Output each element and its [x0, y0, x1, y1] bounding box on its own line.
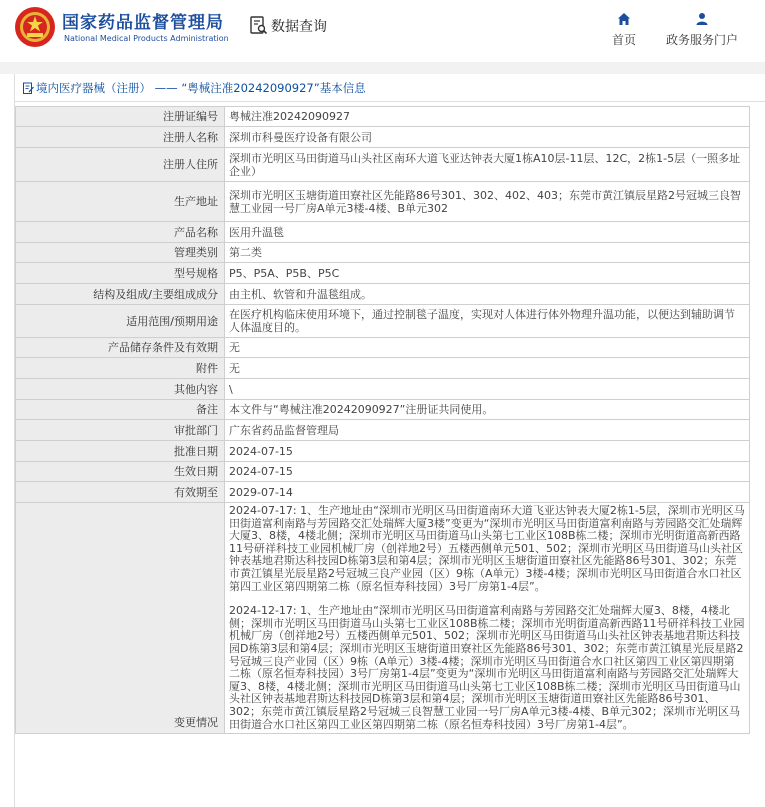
table-row [16, 148, 750, 182]
table-row [16, 379, 750, 400]
table-row [16, 503, 750, 734]
field-label: 注册人名称 [16, 127, 225, 148]
registration-detail-table [15, 106, 750, 734]
data-query-label: 数据查询 [271, 19, 327, 35]
field-label: 型号规格 [16, 263, 225, 284]
field-label: 有效期至 [16, 482, 225, 503]
table-row [16, 358, 750, 379]
table-row [16, 482, 750, 503]
field-value: 无 [225, 338, 750, 358]
data-query-link[interactable] [250, 16, 327, 36]
change-entry: 2024-12-17: 1、生产地址由“深圳市光明区马田街道富利南路与芳园路交汇处瑞辉大厦3、8楼，4楼北侧；深圳市光明区马田街道马山头第七工业区108B栋二楼；深圳市光明街道高新西路11号研祥科技工业园机械厂房（创祥地2号）五楼西侧单元501、502；深圳市光明区马田街道马山头社区钟表基地君斯达科技园D栋第3层和第4层；深圳市光明区玉塘街道田寮社区先能路86号301、302；东莞市黄江镇星光辰星路2号冠城三良产业园（区）9栋（A单元）3楼-4楼；深圳市光明区马田街道合水口社区第四工业区第四期第二栋（原名恒寿科技园）3号厂房第1-4层”变更为“深圳市光明区马田街道富利南路与芳园路交汇处瑞辉大厦3、8楼，4楼北侧；深圳市光明区马田街道马山头第七工业区108B栋二楼；深圳市光明区马田街道马山头社区钟表基地君斯达科技园D栋第3层和第4层；深圳市光明区玉塘街道田寮社区先能路86号301、302；东莞市黄江镇辰星路2号冠城三良智慧工业园一号厂房A单元3楼-4楼、B单元302；深圳市光明区马田街道合水口社区第四工业区第四期第二栋（原名恒寿科技园）3号厂房第1-4层”。 [229, 604, 745, 731]
field-label: 注册证编号 [16, 107, 225, 127]
field-value: 深圳市光明区玉塘街道田寮社区先能路86号301、302、402、403；东莞市黄江镇辰星路2号冠城三良智慧工业园一号厂房A单元3楼-4楼、B单元302 [225, 182, 750, 222]
field-label: 生产地址 [16, 182, 225, 222]
nav-service-portal[interactable] [666, 12, 738, 48]
edit-document-icon [23, 82, 34, 94]
table-row [16, 420, 750, 441]
user-icon [695, 12, 709, 26]
org-name-cn: 国家药品监督管理局 [62, 13, 224, 33]
nav-service-label: 政务服务门户 [666, 33, 739, 47]
table-row [16, 182, 750, 222]
field-label: 变更情况 [16, 503, 225, 734]
table-row [16, 263, 750, 284]
breadcrumb [15, 74, 765, 102]
table-row [16, 462, 750, 482]
field-label: 注册人住所 [16, 148, 225, 182]
field-value: 2024-07-15 [225, 441, 750, 462]
header-divider [0, 62, 765, 74]
field-value: 深圳市科曼医疗设备有限公司 [225, 127, 750, 148]
field-label: 结构及组成/主要组成成分 [16, 284, 225, 305]
table-row [16, 305, 750, 338]
field-label: 生效日期 [16, 462, 225, 482]
org-name-en: National Medical Products Administration [64, 34, 229, 43]
field-value: 粤械注准20242090927 [225, 107, 750, 127]
table-row [16, 243, 750, 263]
field-label: 产品名称 [16, 222, 225, 243]
nav-home-label: 首页 [612, 33, 637, 47]
field-value: P5、P5A、P5B、P5C [225, 263, 750, 284]
national-emblem-icon [14, 6, 56, 48]
field-value: 深圳市光明区马田街道马山头社区南环大道飞亚达钟表大厦1栋A10层-11层、12C，2栋1-5层（一照多址企业） [225, 148, 750, 182]
table-row [16, 107, 750, 127]
field-label: 其他内容 [16, 379, 225, 400]
field-label: 附件 [16, 358, 225, 379]
table-row [16, 441, 750, 462]
breadcrumb-record: “粤械注准20242090927”基本信息 [181, 80, 366, 95]
field-label: 审批部门 [16, 420, 225, 441]
field-label: 产品储存条件及有效期 [16, 338, 225, 358]
table-row [16, 284, 750, 305]
field-label: 管理类别 [16, 243, 225, 263]
field-label: 批准日期 [16, 441, 225, 462]
field-value: \ [225, 379, 750, 400]
home-icon [617, 12, 631, 26]
breadcrumb-separator: —— [151, 80, 182, 95]
detail-panel [14, 74, 765, 807]
table-row [16, 400, 750, 420]
field-value: 无 [225, 358, 750, 379]
nav-home[interactable] [612, 12, 636, 48]
field-value: 在医疗机构临床使用环境下，通过控制毯子温度，实现对人体进行体外物理升温功能，以便达到辅助调节人体温度目的。 [225, 305, 750, 338]
field-value: 本文件与“粤械注准20242090927”注册证共同使用。 [225, 400, 750, 420]
field-value: 广东省药品监督管理局 [225, 420, 750, 441]
field-value: 由主机、软管和升温毯组成。 [225, 284, 750, 305]
field-value: 第二类 [225, 243, 750, 263]
field-label: 备注 [16, 400, 225, 420]
field-value: 医用升温毯 [225, 222, 750, 243]
table-row [16, 338, 750, 358]
breadcrumb-category[interactable]: 境内医疗器械（注册） [36, 80, 151, 95]
document-search-icon [250, 16, 268, 36]
table-row [16, 127, 750, 148]
field-value: 2024-07-15 [225, 462, 750, 482]
field-label: 适用范围/预期用途 [16, 305, 225, 338]
site-header [0, 0, 765, 62]
field-value: 2029-07-14 [225, 482, 750, 503]
change-history [225, 503, 750, 734]
table-row [16, 222, 750, 243]
change-entry: 2024-07-17: 1、生产地址由“深圳市光明区马田街道南环大道飞亚达钟表大厦2栋1-5层，深圳市光明区马田街道富利南路与芳园路交汇处瑞辉大厦3楼”变更为“深圳市光明区马田街道富利南路与芳园路交汇处瑞辉大厦3、8楼，4楼北侧；深圳市光明区马田街道马山头第七工业区108B栋二楼；深圳市光明街道高新西路11号研祥科技工业园机械厂房（创祥地2号）五楼西侧单元501、502；深圳市光明区马田街道马山头社区钟表基地君斯达科技园D栋第3层和第4层；深圳市光明区玉塘街道田寮社区先能路86号301、302；东莞市黄江镇星光辰星路2号冠城三良产业园（区）9栋（A单元）3楼-4楼；深圳市光明区马田街道合水口社区第四工业区第四期第二栋（原名恒寿科技园）3号厂房第1-4层”。 [229, 504, 745, 593]
